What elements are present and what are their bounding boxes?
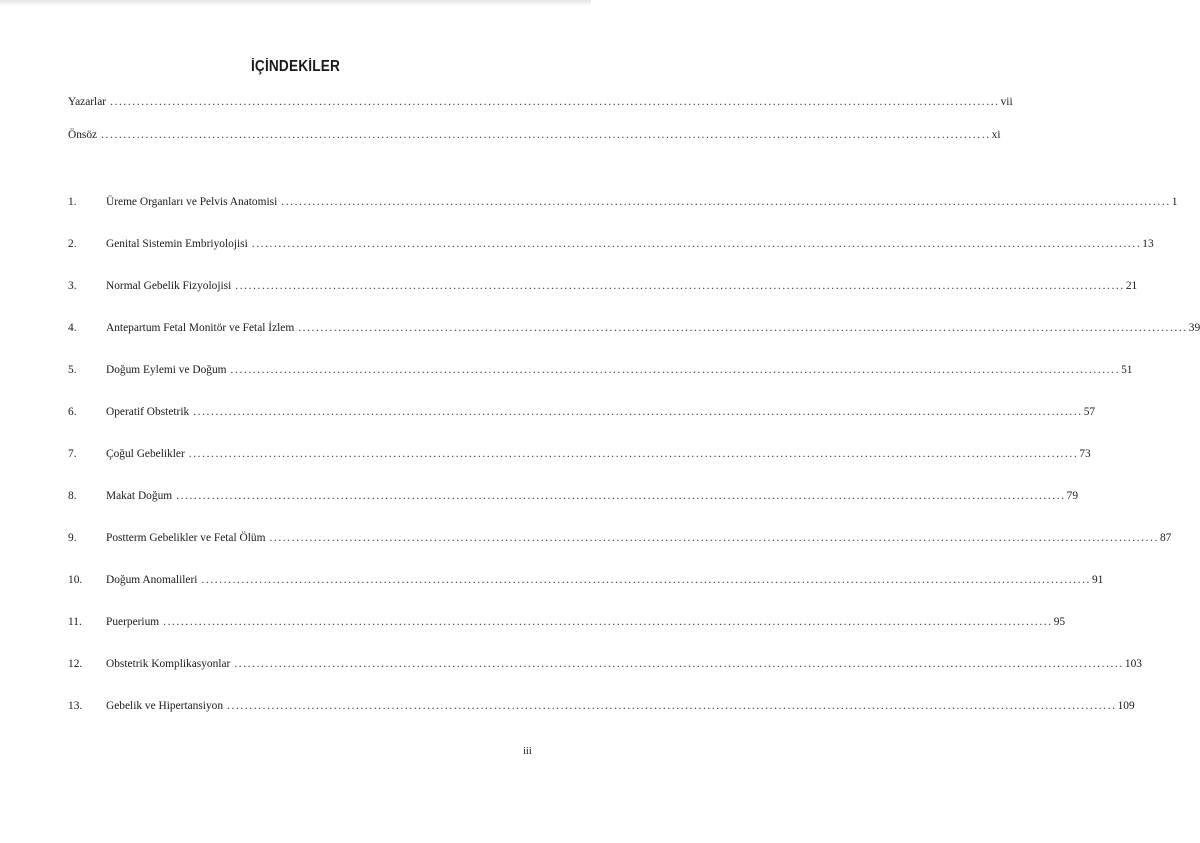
leader-dots: ........................................................................................................................................................................................................ <box>234 658 1124 670</box>
leader-dots: ........................................................................................................................................................................................................ <box>227 700 1117 712</box>
chapter-page: 13 <box>1142 238 1154 250</box>
chapter-page: 103 <box>1124 658 1142 670</box>
toc-chapter-5[interactable] <box>68 362 1133 378</box>
page-title: İÇİNDEKİLER <box>250 58 341 75</box>
leader-dots: ........................................................................................................................................................................................................ <box>101 129 991 141</box>
chapter-number: 7. <box>68 448 77 460</box>
chapter-title: Puerperium <box>106 616 160 628</box>
chapter-page: 79 <box>1066 490 1079 502</box>
chapter-page: 21 <box>1125 280 1138 292</box>
chapter-number: 11. <box>68 616 82 628</box>
chapter-number: 3. <box>68 280 77 292</box>
leader-dots: ........................................................................................................................................................................................................ <box>188 448 1079 460</box>
chapter-number: 6. <box>68 406 77 418</box>
toc-chapter-2[interactable] <box>68 236 1154 252</box>
chapter-number: 12. <box>68 658 83 670</box>
toc-entry-label: Yazarlar <box>68 96 107 108</box>
chapter-page: 109 <box>1117 700 1135 712</box>
toc-chapter-4[interactable] <box>68 320 1200 336</box>
chapter-page: 95 <box>1053 616 1066 628</box>
chapter-page: 87 <box>1159 532 1172 544</box>
chapter-title: Operatif Obstetrik <box>106 406 190 418</box>
leader-dots: ........................................................................................................................................................................................................ <box>269 532 1159 544</box>
leader-dots: ........................................................................................................................................................................................................ <box>298 322 1188 334</box>
chapter-page: 57 <box>1083 406 1096 418</box>
chapter-number: 4. <box>68 322 77 334</box>
chapter-number: 8. <box>68 490 77 502</box>
chapter-title: Normal Gebelik Fizyolojisi <box>106 280 232 292</box>
toc-entry-onsoz[interactable] <box>68 127 1001 143</box>
toc-chapter-11[interactable] <box>68 614 1066 630</box>
toc-chapter-13[interactable] <box>68 698 1135 714</box>
chapter-page: 1 <box>1171 196 1178 208</box>
toc-chapter-3[interactable] <box>68 278 1138 294</box>
chapter-title: Postterm Gebelikler ve Fetal Ölüm <box>106 532 266 544</box>
toc-chapter-8[interactable] <box>68 488 1079 504</box>
toc-chapter-6[interactable] <box>68 404 1096 420</box>
toc-entry-yazarlar[interactable] <box>68 94 1013 110</box>
chapter-number: 5. <box>68 364 77 376</box>
chapter-page: 73 <box>1079 448 1091 460</box>
leader-dots: ........................................................................................................................................................................................................ <box>176 490 1066 502</box>
chapter-number: 9. <box>68 532 77 544</box>
chapter-number: 2. <box>68 238 77 250</box>
chapter-page: 51 <box>1121 364 1133 376</box>
chapter-title: Genital Sistemin Embriyolojisi <box>106 238 248 250</box>
leader-dots: ........................................................................................................................................................................................................ <box>251 238 1142 250</box>
chapter-number: 10. <box>68 574 83 586</box>
chapter-page: 91 <box>1091 574 1104 586</box>
leader-dots: ........................................................................................................................................................................................................ <box>230 364 1121 376</box>
chapter-title: Obstetrik Komplikasyonlar <box>106 658 231 670</box>
chapter-title: Antepartum Fetal Monitör ve Fetal İzlem <box>106 322 295 334</box>
toc-chapter-12[interactable] <box>68 656 1142 672</box>
leader-dots: ........................................................................................................................................................................................................ <box>201 574 1091 586</box>
leader-dots: ........................................................................................................................................................................................................ <box>163 616 1053 628</box>
chapter-title: Üreme Organları ve Pelvis Anatomisi <box>106 196 278 208</box>
toc-chapter-7[interactable] <box>68 446 1091 462</box>
toc-entry-page: xi <box>991 129 1001 141</box>
leader-dots: ........................................................................................................................................................................................................ <box>193 406 1083 418</box>
toc-chapter-9[interactable] <box>68 530 1172 546</box>
toc-entry-page: vii <box>1000 96 1013 108</box>
chapter-title: Doğum Anomalileri <box>106 574 198 586</box>
leader-dots: ........................................................................................................................................................................................................ <box>110 96 1000 108</box>
toc-chapter-1[interactable] <box>68 194 1178 210</box>
chapter-title: Makat Doğum <box>106 490 173 502</box>
page-top-shadow <box>0 0 591 6</box>
leader-dots: ........................................................................................................................................................................................................ <box>281 196 1171 208</box>
chapter-number: 13. <box>68 700 83 712</box>
chapter-title: Gebelik ve Hipertansiyon <box>106 700 224 712</box>
toc-chapter-10[interactable] <box>68 572 1104 588</box>
chapter-number: 1. <box>68 196 77 208</box>
chapter-page: 39 <box>1188 322 1200 334</box>
chapter-title: Çoğul Gebelikler <box>106 448 185 460</box>
leader-dots: ........................................................................................................................................................................................................ <box>235 280 1125 292</box>
chapter-title: Doğum Eylemi ve Doğum <box>106 364 227 376</box>
page-number: iii <box>523 746 532 757</box>
toc-entry-label: Önsöz <box>68 129 98 141</box>
